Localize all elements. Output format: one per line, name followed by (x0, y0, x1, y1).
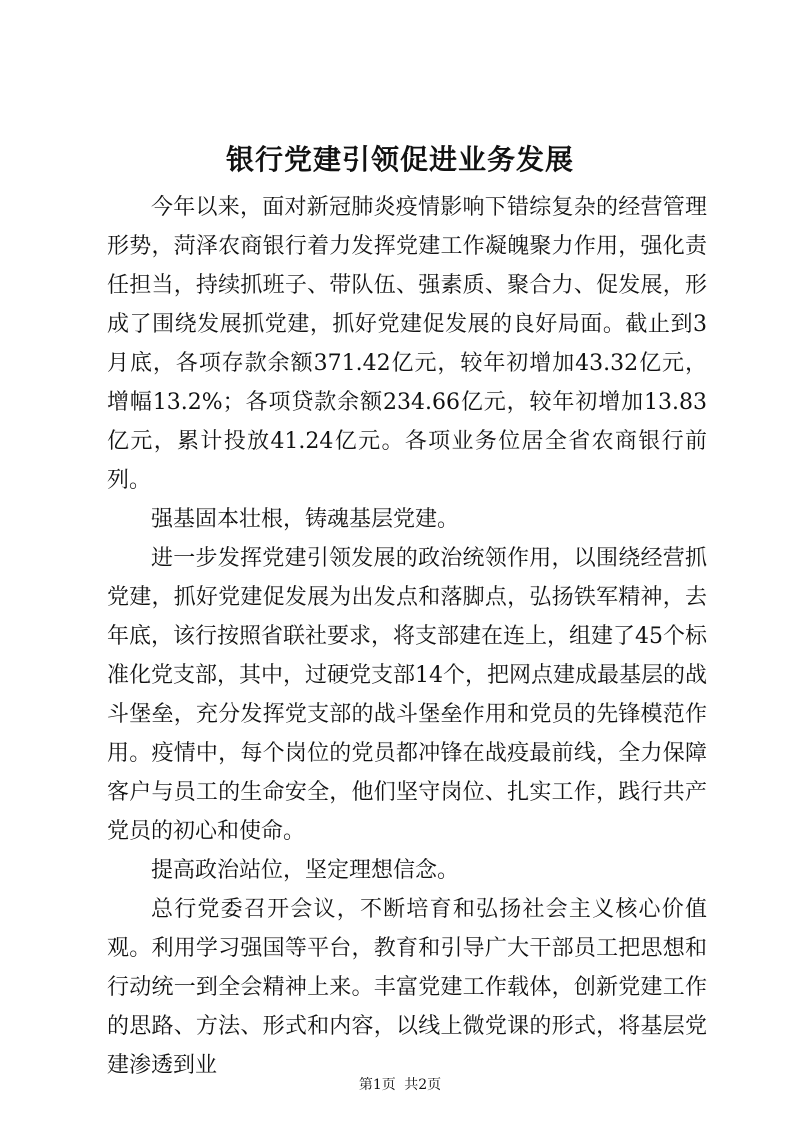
paragraph-heading-foundation: 强基固本壮根，铸魂基层党建。 (151, 507, 460, 532)
paragraph-heading-political: 提高政治站位，坚定理想信念。 (151, 858, 460, 883)
page-number: 第1页 (358, 1077, 396, 1093)
document-body (107, 188, 707, 1085)
paragraph-party-branches: 进一步发挥党建引领发展的政治统领作用，以围绕经营抓党建，抓好党建促发展为出发点和落脚点，弘扬铁军精神，去年底，该行按照省联社要求，将支部建在连上，组建了45个标准化党支部，其中，过硬党支部14个，把网点建成最基层的战斗堡垒，充分发挥党支部的战斗堡垒作用和党员的先锋模范作用。疫情中，每个岗位的党员都冲锋在战疫最前线，全力保障客户与员工的生命安全，他们坚守岗位、扎实工作，践行共产党员的初心和使命。 (107, 546, 707, 844)
paragraph-intro: 今年以来，面对新冠肺炎疫情影响下错综复杂的经营管理形势，菏泽农商银行着力发挥党建工作凝魄聚力作用，强化责任担当，持续抓班子、带队伍、强素质、聚合力、促发展，形成了围绕发展抓党建，抓好党建促发展的良好局面。截止到3月底，各项存款余额371.42亿元，较年初增加43.32亿元，增幅13.2%；各项贷款余额234.66亿元，较年初增加13.83亿元，累计投放41.24亿元。各项业务位居全省农商银行前列。 (107, 195, 707, 493)
page-footer (0, 1075, 800, 1095)
page-title: 银行党建引领促进业务发展 (225, 143, 574, 176)
page-total: 共2页 (404, 1077, 442, 1093)
paragraph-party-committee: 总行党委召开会议，不断培育和弘扬社会主义核心价值观。利用学习强国等平台，教育和引导广大干部员工把思想和行动统一到全会精神上来。丰富党建工作载体，创新党建工作的思路、方法、形式和内容，以线上微党课的形式，将基层党建渗透到业 (107, 897, 707, 1078)
